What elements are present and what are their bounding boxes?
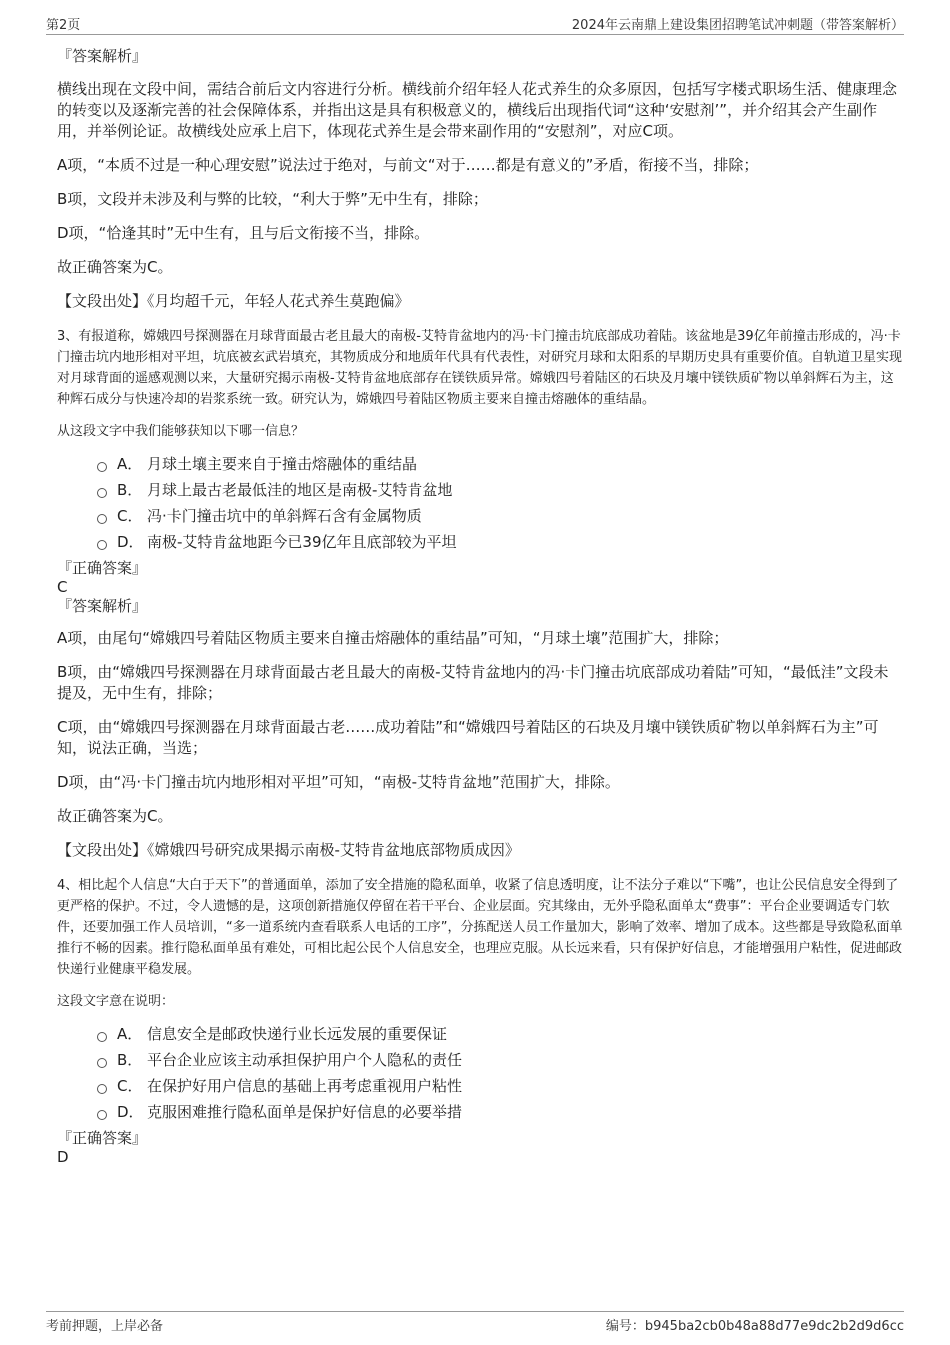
q4-option-b[interactable]: B． 平台企业应该主动承担保护用户个人隐私的责任 [97,1047,903,1073]
q3-stem: 3、有报道称，嫦娥四号探测器在月球背面最古老且最大的南极-艾特肯盆地内的冯·卡门撞击坑底部成功着陆。该盆地是39亿年前撞击形成的，冯·卡门撞击坑内地形相对平坦，坑底被玄武岩填充，其物质成分和地质年代具有代表性，对研究月球和太阳系的早期历史具有重要价值。自轨道卫星实现对月球背面的遥感观测以来，大量研究揭示南极-艾特肯盆地底部存在镁铁质异常。嫦娥四号着陆区的石块及月壤中镁铁质矿物以单斜辉石为主，这种辉石成分与快速冷却的岩浆系统一致。研究认为，嫦娥四号着陆区物质主要来自撞击熔融体的重结晶。 [57,329,903,407]
q3-point-a: A项，由尾句“嫦娥四号着陆区物质主要来自撞击熔融体的重结晶”可知，“月球土壤”范围扩大，排除； [57,629,729,647]
q2-conclusion: 故正确答案为C。 [57,258,173,276]
q4-prompt: 这段文字意在说明： [57,994,175,1009]
q3-option-a[interactable]: A． 月球土壤主要来自于撞击熔融体的重结晶 [97,451,903,477]
q2-source: 【文段出处】《月均超千元，年轻人花式养生莫跑偏》 [57,292,410,310]
q2-point-a: A项，“本质不过是一种心理安慰”说法过于绝对，与前文“对于……都是有意义的”矛盾，衔接不当，排除； [57,156,759,174]
q3-point-b: B项，由“嫦娥四号探测器在月球背面最古老且最大的南极-艾特肯盆地内的冯·卡门撞击坑底部成功着陆”可知，“最低洼”文段未提及，无中生有，排除； [57,663,889,702]
page-header [46,14,904,35]
q4-correct-label: 『正确答案』 [57,1129,148,1147]
q4-option-a[interactable]: A． 信息安全是邮政快递行业长远发展的重要保证 [97,1021,903,1047]
q4-stem: 4、相比起个人信息“大白于天下”的普通面单，添加了安全措施的隐私面单，收紧了信息透明度，让不法分子难以“下嘴”，也让公民信息安全得到了更严格的保护。不过，令人遗憾的是，这项创新措施仅停留在若干平台、企业层面。究其缘由，无外乎隐私面单太“费事”：平台企业要调适专门软件，还要加强工作人员培训，“多一道系统内查看联系人电话的工序”，分拣配送人员工作量加大，影响了效率、增加了成本。这些都是导致隐私面单推行不畅的因素。推行隐私面单虽有难处，可相比起公民个人信息安全，也理应克服。从长远来看，只有保护好信息，才能增强用户粘性，促进邮政快递行业健康平稳发展。 [57,878,903,977]
document-title: 2024年云南鼎上建设集团招聘笔试冲刺题（带答案解析） [571,18,904,33]
q2-point-d: D项，“恰逢其时”无中生有，且与后文衔接不当，排除。 [57,224,430,242]
q3-analysis-label: 『答案解析』 [57,597,148,615]
footer-slogan: 考前押题，上岸必备 [46,1319,164,1334]
radio-icon[interactable] [97,1032,107,1042]
q3-prompt: 从这段文字中我们能够获知以下哪一信息？ [57,424,305,439]
q4-correct-answer: D [57,1148,69,1166]
q3-option-d[interactable]: D． 南极-艾特肯盆地距今已39亿年且底部较为平坦 [97,529,903,555]
q4-option-d[interactable]: D． 克服困难推行隐私面单是保护好信息的必要举措 [97,1099,903,1125]
radio-icon[interactable] [97,1110,107,1120]
q3-point-c: C项，由“嫦娥四号探测器在月球背面最古老……成功着陆”和“嫦娥四号着陆区的石块及月壤中镁铁质矿物以单斜辉石为主”可知，说法正确，当选； [57,718,879,757]
q3-correct-answer: C [57,578,68,596]
q3-correct-label: 『正确答案』 [57,559,148,577]
q3-option-c[interactable]: C． 冯·卡门撞击坑中的单斜辉石含有金属物质 [97,503,903,529]
radio-icon[interactable] [97,462,107,472]
q2-analysis-intro: 横线出现在文段中间，需结合前后文内容进行分析。横线前介绍年轻人花式养生的众多原因，包括写字楼式职场生活、健康理念的转变以及逐渐完善的社会保障体系，并指出这是具有积极意义的，横线后出现指代词“这种‘安慰剂’”，并介绍其会产生副作用，并举例论证。故横线处应承上启下，体现花式养生是会带来副作用的“安慰剂”，对应C项。 [57,80,898,140]
document-body [57,44,903,1167]
q3-options [57,451,903,555]
radio-icon[interactable] [97,514,107,524]
radio-icon[interactable] [97,1058,107,1068]
page-number: 第2页 [46,18,81,33]
radio-icon[interactable] [97,540,107,550]
q3-conclusion: 故正确答案为C。 [57,807,173,825]
q3-point-d: D项，由“冯·卡门撞击坑内地形相对平坦”可知，“南极-艾特肯盆地”范围扩大，排除。 [57,773,620,791]
q4-option-c[interactable]: C． 在保护好用户信息的基础上再考虑重视用户粘性 [97,1073,903,1099]
radio-icon[interactable] [97,488,107,498]
document-code: 编号：b945ba2cb0b48a88d77e9dc2b2d9d6cc [605,1319,904,1334]
page-footer [46,1311,904,1334]
q2-point-b: B项，文段并未涉及利与弊的比较，“利大于弊”无中生有，排除； [57,190,488,208]
q3-source: 【文段出处】《嫦娥四号研究成果揭示南极-艾特肯盆地底部物质成因》 [57,841,520,859]
q2-analysis-label: 『答案解析』 [57,47,148,65]
radio-icon[interactable] [97,1084,107,1094]
q4-options [57,1021,903,1125]
q3-option-b[interactable]: B． 月球上最古老最低洼的地区是南极-艾特肯盆地 [97,477,903,503]
